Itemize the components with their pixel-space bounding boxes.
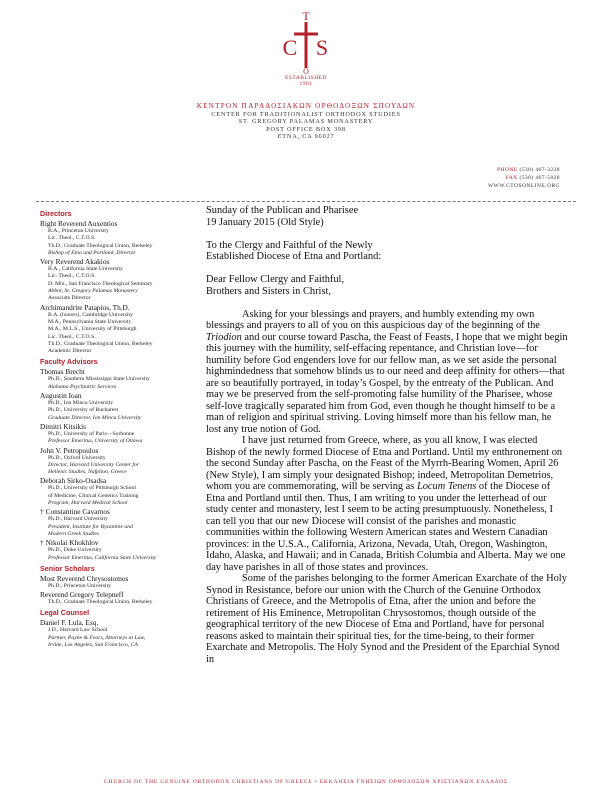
person-entry xyxy=(40,257,198,302)
counsel-heading: Legal Counsel xyxy=(40,608,90,618)
letterhead-greek: ΚΕΝΤΡΟΝ ΠΑΡΑΔΟΣΙΑΚΩΝ ΟΡΘΟΔΟΞΩΝ ΣΠΟΥΔΩΝ xyxy=(196,102,416,110)
person-credential: Associate Director xyxy=(48,295,91,302)
person-credential: Hellenic Studies, Nafplion, Greece xyxy=(48,469,127,476)
person-credential: B.A., Princeton University xyxy=(48,228,109,234)
person-name xyxy=(40,507,198,516)
person-entry xyxy=(40,446,198,477)
person-credential: Th.D., Graduate Theological Union, Berkeley xyxy=(48,340,153,347)
person-name xyxy=(40,590,198,599)
person-name-text: Reverend Gregory Telepneff xyxy=(40,590,124,600)
person-credential: Abbot, St. Gregory Palamas Monastery xyxy=(48,288,138,295)
person-credential: Alabama Psychiatric Services xyxy=(48,383,117,390)
person-name-text: John V. Petropoulos xyxy=(40,445,99,455)
fax-label: FAX xyxy=(505,174,518,181)
letterhead-monastery: ST. GREGORY PALAMAS MONASTERY xyxy=(238,118,374,126)
person-name xyxy=(40,257,198,266)
letter-salutation-cont: Brothers and Sisters in Christ, xyxy=(206,285,331,297)
phone-label: PHONE xyxy=(496,167,518,173)
phone-number: (530) 467-3228 xyxy=(519,167,560,173)
person-credential: Ph.D., Harvard University xyxy=(48,516,108,523)
person-entry xyxy=(40,618,198,649)
letter-recipient: To the Clergy and Faithful of the Newly xyxy=(206,239,373,251)
letter-date: 19 January 2015 (Old Style) xyxy=(206,216,324,228)
letter-recipient-cont: Established Diocese of Etna and Portland: xyxy=(206,251,382,262)
person-name xyxy=(40,574,198,583)
ctos-logo xyxy=(274,8,338,98)
person-name-text: Nikolai Khokhlov xyxy=(45,538,99,548)
monogram-left: C xyxy=(282,35,298,60)
counsel-list xyxy=(40,618,198,649)
person-credential: Ph.D., Princeton University xyxy=(48,582,112,589)
locum-tenens-term: Locum Tenens xyxy=(416,481,477,492)
person-name-text: Augustin Ioan xyxy=(40,391,82,401)
person-credential: Ph.D., University of Paris—Sorbonne xyxy=(48,430,135,437)
person-name xyxy=(40,219,198,228)
person-credential: Bishop of Etna and Portland, Director xyxy=(48,249,136,256)
person-credential: Professor Emeritus, University of Ottawa xyxy=(48,438,143,445)
person-credential: B.A., California State University xyxy=(48,266,123,273)
person-credential: M.A., M.L.S., University of Pittsburgh xyxy=(48,326,137,333)
staff-sidebar xyxy=(40,207,198,649)
person-name-text: Daniel F. Lula, Esq. xyxy=(40,618,99,628)
person-credential: President, Institute for Byzantine and xyxy=(48,523,133,530)
person-name xyxy=(40,446,198,455)
person-credential: Graduate Director, Ion Mincu University xyxy=(48,414,142,421)
letter-date-line: Sunday of the Publican and Pharisee xyxy=(206,205,359,216)
person-name xyxy=(40,618,198,627)
person-credential: Th.D., Graduate Theological Union, Berkeley xyxy=(48,599,153,606)
person-name-text: Archimandrite Patapios, Th.D. xyxy=(40,302,130,312)
person-credential: Academic Director xyxy=(48,348,92,355)
established-year: 1981 xyxy=(299,81,313,87)
scholars-heading: Senior Scholars xyxy=(40,563,95,573)
letterhead-pobox: POST OFFICE BOX 398 xyxy=(266,125,346,133)
person-credential: Program, Harvard Medical School xyxy=(48,500,128,507)
person-credential: M.A., Pennsylvania State University xyxy=(48,318,132,325)
fax-number: (530) 467-5828 xyxy=(519,174,560,181)
letterhead-english: CENTER FOR TRADITIONALIST ORTHODOX STUDIES xyxy=(211,110,401,118)
established-label: ESTABLISHED xyxy=(284,75,328,81)
person-credential: Ph.D., University of Pittsburgh School xyxy=(48,485,136,492)
person-name-text: Thomas Brecht xyxy=(40,367,85,377)
person-credential: Th.D., Graduate Theological Union, Berkeley xyxy=(48,242,153,249)
letter-paragraph-3: Some of the parishes belonging to the former American Exarchate of the Holy Synod in Resistance, before our union with the Church of the Genuine Orthodox Christians of Greece, and the Metropolis of Etna, after the union and before the retirement of His Eminence, Metropolitan Chrysostomos, though outside of the geographical territory of the new Diocese of Etna and Portland, have for personal reasons asked to maintain their spiritual ties, for the time-being, to their former Exarchate and Metropolis. The Holy Synod and the President of the Eparchial Synod in xyxy=(206,573,567,665)
person-entry xyxy=(40,219,198,257)
person-credential: J.D., Harvard Law School xyxy=(48,627,108,634)
person-credential: of Medicine, Clinical Genetics Training xyxy=(48,492,139,499)
person-entry xyxy=(40,538,198,562)
person-credential: D. Min., San Francisco Theological Seminary xyxy=(48,280,153,287)
person-name xyxy=(40,303,198,312)
person-name-text: Right Reverend Auxentios xyxy=(40,219,118,228)
person-credential: B.A. (honors), Cambridge University xyxy=(48,311,133,318)
header-divider xyxy=(36,201,576,202)
memorial-cross-icon: † xyxy=(40,538,44,548)
monogram-top: T xyxy=(302,9,310,23)
letter-body xyxy=(206,205,568,665)
person-credential: Ph.D., Duke University xyxy=(48,547,102,554)
person-entry xyxy=(40,476,198,507)
letter-paragraph-1: Asking for your blessings and prayers, and humbly extending my own blessings and prayers to all of you on this auspicious day of the beginning of the Triodion and our course toward Pascha, the Feast of Feasts, I hope that we might begin this journey with the humility, self-effacing repentance, and Christian love—for humility before God engenders love for our fellow man, as we set aside the personal highmindedness that somehow blinds us to our need and deep affinity for others—that are so beautifully portrayed, in today’s Gospel, by the entreaty of the Publican. And may we be preserved from the self-promoting false humility of the Pharisee, whose self-love tragically separated him from God, even though he thought himself to be a man of religion and spiritual striving. Loving himself more than his fellow man, he lost any true notion of God. xyxy=(206,308,568,435)
person-credential: Modern Greek Studies xyxy=(48,530,99,537)
person-name-text: Most Reverend Chrysostomos xyxy=(40,573,129,583)
person-credential: Partner, Payne & Fears, Attorneys at Law, xyxy=(48,634,146,641)
person-name-text: Very Reverend Akakios xyxy=(40,257,110,267)
fax-line xyxy=(488,175,560,183)
contact-block xyxy=(488,167,560,190)
directors-list xyxy=(40,219,198,355)
person-entry xyxy=(40,574,198,590)
person-entry xyxy=(40,367,198,391)
person-entry xyxy=(40,422,198,446)
person-credential: Ph.D., Southern Mississippi State University xyxy=(48,376,150,383)
phone-line xyxy=(488,167,560,175)
scholars-list xyxy=(40,574,198,607)
person-name-text: Dimitri Kitsikis xyxy=(40,421,87,431)
person-credential: Director, Harvard University Center for xyxy=(48,461,140,468)
person-credential: Lic. Theol., C.T.O.S. xyxy=(48,333,96,340)
letterhead xyxy=(0,103,612,141)
person-name xyxy=(40,422,198,431)
page-footer: CHURCH OF THE GENUINE ORTHODOX CHRISTIANS OF GREECE • ΕΚΚΛΗΣΙΑ ΓΝΗΣΙΩΝ ΟΡΘΟΔΟΞΩΝ ΧΡΙΣΤΙΑΝΩΝ ΕΛΛΑΔΟΣ xyxy=(103,779,509,785)
monogram-right: S xyxy=(315,35,329,60)
person-entry xyxy=(40,391,198,422)
person-entry xyxy=(40,507,198,538)
person-credential: Lic. Theol., C.T.O.S. xyxy=(48,235,96,242)
person-name xyxy=(40,538,198,547)
ctos-monogram-icon xyxy=(280,8,332,74)
person-name-text: Constantine Cavarnos xyxy=(45,507,110,517)
letterhead-city: ETNA, CA 96027 xyxy=(277,133,335,141)
person-credential: Ph.D., Oxford University xyxy=(48,454,106,461)
advisors-heading: Faculty Advisors xyxy=(40,357,98,367)
person-credential: Lic. Theol., C.T.O.S. xyxy=(48,273,96,280)
person-name xyxy=(40,391,198,400)
person-credential: Ph.D., Ion Mincu University xyxy=(48,400,114,407)
website-link[interactable]: WWW.CTOSONLINE.ORG xyxy=(487,182,560,189)
person-credential: Irvine, Los Angeles, San Francisco, CA xyxy=(48,641,138,648)
memorial-cross-icon: † xyxy=(40,507,44,517)
person-credential: Professor Emeritus, California State University xyxy=(48,554,157,561)
letter-paragraph-2: I have just returned from Greece, where, as you all know, I was elected Bishop of the newly formed Diocese of Etna and Portland. Until my enthronement on the second Sunday after Pascha, on the Feast of the Myrrh-Bearing Women, April 26 (New Style), I am simply your designated Bishop; indeed, Metropolitan Demetrios, whom you are commemorating, will be serving as Locum Tenens of the Diocese of Etna and Portland until then. Thus, I am writing to you under the letterhead of our study center and monastery, lest I seem to be acting presumptuously. Nonetheless, I can tell you that our new Diocese will consist of the parishes and monastic communities within the following Western American states and Western Canadian provinces: in the U.S.A., California, Arizona, Nevada, Utah, Oregon, Washington, Idaho, Alaska, and Hawaii; and in Canada, British Columbia and Alberta. May we one day have parishes in all of those states and provinces. xyxy=(206,435,566,573)
person-credential: Ph.D., University of Bucharest xyxy=(48,407,119,414)
monogram-bottom: O xyxy=(303,67,309,74)
directors-heading: Directors xyxy=(40,209,72,218)
person-name-text: Deborah Sirko-Osadsa xyxy=(40,476,107,486)
advisors-list xyxy=(40,367,198,561)
letter-salutation: Dear Fellow Clergy and Faithful, xyxy=(206,274,345,285)
person-entry xyxy=(40,590,198,606)
triodion-term: Triodion xyxy=(206,331,242,343)
person-name xyxy=(40,367,198,376)
person-entry xyxy=(40,303,198,356)
